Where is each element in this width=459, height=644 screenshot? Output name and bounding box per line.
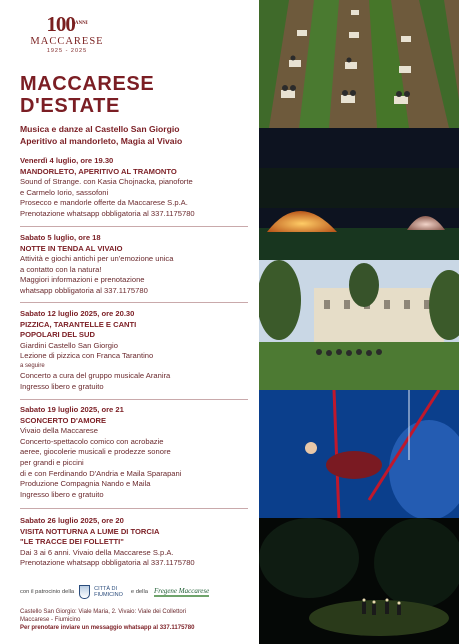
castle-garden-photo <box>259 260 459 390</box>
event-line: a contatto con la natura! <box>20 264 102 274</box>
event-4 <box>20 405 256 500</box>
event-line: di e con Ferdinando D'Andria e Maila Sparapani <box>20 468 182 478</box>
event-name-line-2: POPOLARI DEL SUD <box>20 330 95 340</box>
event-1 <box>20 156 256 220</box>
event-line: Vivaio della Maccarese <box>20 426 98 436</box>
event-name: PIZZICA, TARANTELLE E CANTI <box>20 319 137 329</box>
event-line: Ingresso libero e gratuito <box>20 489 104 499</box>
divider <box>20 508 248 509</box>
subtitle-line-2: Aperitivo al mandorleto, Magia al Vivaio <box>20 136 183 146</box>
patronage-text: con il patrocinio della <box>20 589 75 595</box>
logo-number-text: 100 <box>46 12 75 36</box>
tents-night-photo <box>259 128 459 260</box>
logo-anni: ANNI <box>74 21 88 26</box>
maccarese-100-logo <box>22 14 112 64</box>
event-line: Produzione Compagnia Nando e Maila <box>20 479 151 489</box>
title-line-1: MACCARESE <box>20 73 155 95</box>
address-line-1: Castello San Giorgio: Viale Maria, 2. Vivaio: Viale dei Collettori <box>20 609 187 615</box>
event-line: per grandi e piccini <box>20 457 84 467</box>
title-line-2: D'ESTATE <box>20 95 120 117</box>
booking-line <box>20 624 256 632</box>
event-name: MANDORLETO, APERITIVO AL TRAMONTO <box>20 166 177 176</box>
event-date: Sabato 19 luglio 2025, ore 21 <box>20 405 124 414</box>
address-block <box>20 608 256 632</box>
event-line: Concerto-spettacolo comico con acrobazie <box>20 436 164 446</box>
event-line: Maggiori informazioni e prenotazione <box>20 275 145 285</box>
and-text: e della <box>130 589 148 595</box>
fiumicino-logo <box>94 586 123 598</box>
booking-text: Per prenotare inviare un messaggio whatsapp al 337.1175780 <box>20 625 195 631</box>
event-line: Concerto a cura del gruppo musicale Aranira <box>20 370 171 380</box>
event-note: a seguire <box>20 362 45 369</box>
page-title <box>20 73 154 117</box>
page-subtitle <box>20 123 182 147</box>
divider <box>20 226 248 227</box>
event-5 <box>20 516 256 569</box>
logo-number <box>22 14 112 34</box>
night-walk-photo <box>259 518 459 644</box>
event-line: Ingresso libero e gratuito <box>20 381 104 391</box>
address-line-2: Maccarese - Fiumicino <box>20 617 81 623</box>
event-line: aeree, giocolerie musicali e prodezze sonore <box>20 447 171 457</box>
event-line: Prenotazione whatsapp obbligatoria al 337.1175780 <box>20 208 195 218</box>
event-date: Venerdì 4 luglio, ore 19.30 <box>20 156 114 165</box>
event-line: Attività e giochi antichi per un'emozione unica <box>20 254 174 264</box>
event-line: Sound of Strange. con Kasia Chojnacka, pianoforte <box>20 177 193 187</box>
almond-orchard-photo <box>259 0 459 128</box>
event-name: VISITA NOTTURNA A LUME DI TORCIA <box>20 526 160 536</box>
event-line: Prosecco e mandorle offerte da Maccarese S.p.A. <box>20 198 188 208</box>
event-line: Prenotazione whatsapp obbligatoria al 337.1175780 <box>20 558 195 568</box>
event-name: SCONCERTO D'AMORE <box>20 415 107 425</box>
event-line: whatsapp obbligatoria al 337.1175780 <box>20 285 148 295</box>
city-line-2: FIUMICINO <box>94 592 123 598</box>
event-name-line-2: "LE TRACCE DEI FOLLETTI" <box>20 537 124 547</box>
photo-column <box>259 0 459 644</box>
fregene-maccarese-logo: Fregene Maccarese <box>153 587 210 595</box>
logo-name: MACCARESE <box>30 36 104 47</box>
divider <box>20 399 248 400</box>
event-2 <box>20 233 256 297</box>
event-3 <box>20 309 256 392</box>
event-line: e Carmelo Iorio, sassofoni <box>20 187 109 197</box>
divider <box>20 302 248 303</box>
patronage-row <box>20 582 256 602</box>
subtitle-line-1: Musica e danze al Castello San Giorgio <box>20 124 180 134</box>
fiumicino-crest-icon <box>79 585 90 599</box>
event-date: Sabato 12 luglio 2025, ore 20.30 <box>20 309 135 318</box>
city-line-1: CITTÀ DI <box>94 586 118 592</box>
footer <box>20 582 256 632</box>
event-name: NOTTE IN TENDA AL VIVAIO <box>20 243 123 253</box>
event-line: Giardini Castello San Giorgio <box>20 340 118 350</box>
event-line: Lezione di pizzica con Franca Tarantino <box>20 351 154 361</box>
event-date: Sabato 26 luglio 2025, ore 20 <box>20 516 124 525</box>
aerial-acrobat-photo <box>259 390 459 518</box>
event-date: Sabato 5 luglio, ore 18 <box>20 233 101 242</box>
logo-years: 1925 - 2025 <box>46 48 88 54</box>
event-line: Dai 3 ai 6 anni. Vivaio della Maccarese S.p.A. <box>20 547 174 557</box>
